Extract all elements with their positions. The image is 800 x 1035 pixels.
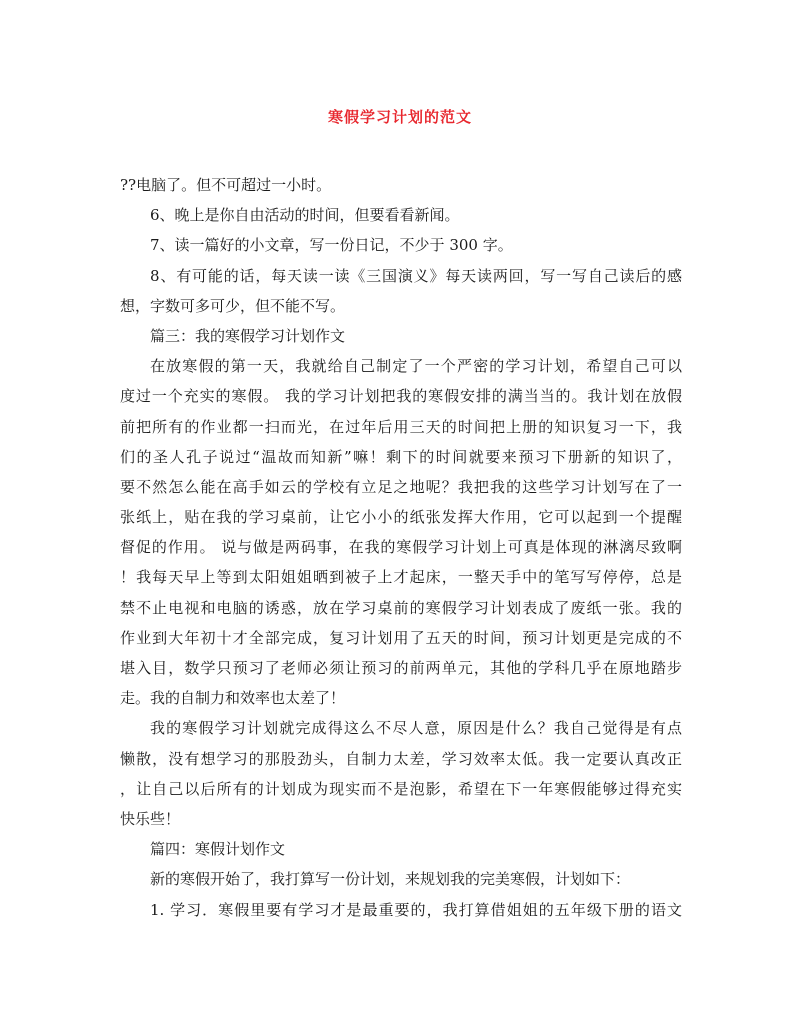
text-line: 前把所有的作业都一扫而光，在过年后用三天的时间把上册的知识复习一下，我 — [120, 417, 682, 436]
text-line: 们的圣人孔子说过“温故而知新”嘛！剩下的时间就要来预习下册新的知识了， — [120, 447, 682, 466]
text-line: 走。我的自制力和效率也太差了！ — [120, 689, 346, 708]
text-line: 7、读一篇好的小文章，写一份日记，不少于 300 字。 — [150, 236, 513, 255]
text-line: 懒散，没有想学习的那股劲头，自制力太差，学习效率太低。我一定要认真改正 — [120, 749, 682, 768]
document-body — [120, 170, 682, 925]
text-line: ，让自己以后所有的计划成为现实而不是泡影，希望在下一年寒假能够过得充实 — [120, 779, 682, 798]
text-line: 作业到大年初十才全部完成，复习计划用了五天的时间，预习计划更是完成的不 — [120, 628, 682, 647]
text-line: 篇四：寒假计划作文 — [150, 840, 286, 859]
text-line: 新的寒假开始了，我打算写一份计划，来规划我的完美寒假，计划如下： — [150, 870, 631, 889]
text-line: 要不然怎么能在高手如云的学校有立足之地呢？我把我的这些学习计划写在了一 — [120, 477, 682, 496]
text-line: 堪入目，数学只预习了老师必须让预习的前两单元，其他的学科几乎在原地踏步 — [120, 659, 682, 677]
text-line: 我的寒假学习计划就完成得这么不尽人意，原因是什么？我自己觉得是有点 — [150, 719, 682, 738]
text-line: 张纸上，贴在我的学习桌前，让它小小的纸张发挥大作用，它可以起到一个提醒 — [120, 508, 682, 527]
text-line: 在放寒假的第一天，我就给自己制定了一个严密的学习计划，希望自己可以 — [150, 357, 682, 376]
text-line: 6、晚上是你自由活动的时间，但要看看新闻。 — [150, 206, 460, 225]
text-line: 1. 学习．寒假里要有学习才是最重要的，我打算借姐姐的五年级下册的语文 — [150, 900, 682, 919]
text-line: 度过一个充实的寒假。 我的学习计划把我的寒假安排的满当当的。我计划在放假 — [120, 387, 682, 406]
document-title: 寒假学习计划的范文 — [327, 108, 472, 126]
text-line: 禁不止电视和电脑的诱惑，放在学习桌前的寒假学习计划表成了废纸一张。我的 — [120, 598, 682, 617]
text-line: ??电脑了。但不可超过一小时。 — [120, 176, 332, 194]
text-line: 8、有可能的话，每天读一读《三国演义》每天读两回，写一写自己读后的感 — [150, 266, 682, 285]
text-line: ！我每天早上等到太阳姐姐晒到被子上才起床，一整天手中的笔写写停停，总是 — [120, 568, 682, 587]
text-line: 想，字数可多可少，但不能不写。 — [120, 296, 346, 315]
text-line: 篇三：我的寒假学习计划作文 — [150, 326, 346, 345]
text-line: 督促的作用。 说与做是两码事，在我的寒假学习计划上可真是体现的淋漓尽致啊 — [120, 538, 682, 557]
text-line: 快乐些！ — [120, 809, 181, 828]
